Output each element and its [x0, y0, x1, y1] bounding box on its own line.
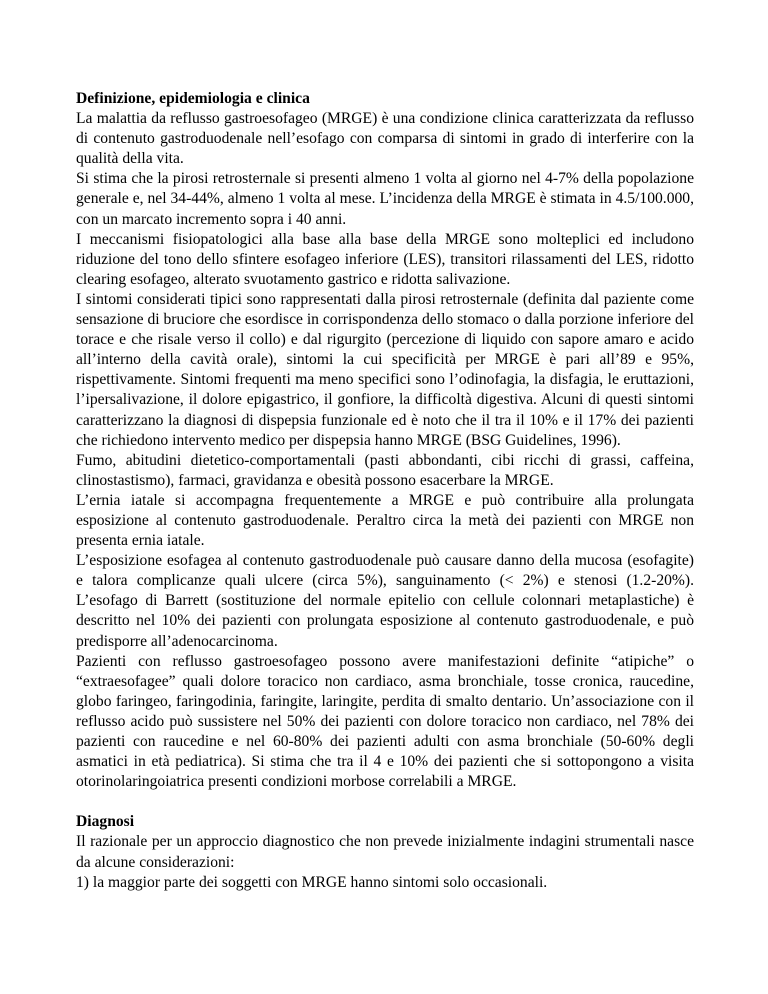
paragraph-hiatal-hernia: L’ernia iatale si accompagna frequentemente a MRGE e può contribuire alla prolungata esposizione al contenuto gastroduodenale. Peraltro circa la metà dei pazienti con MRGE non presenta ernia iatale.: [76, 491, 694, 550]
section-heading-definition: Definizione, epidemiologia e clinica: [76, 90, 310, 107]
paragraph-pathophysiology: I meccanismi fisiopatologici alla base alla base della MRGE sono molteplici ed includono riduzione del tono dello sfintere esofageo inferiore (LES), transitori rilassamenti del LES, ridotto clearing esofageo, alterato svuotamento gastrico e ridotta salivazione.: [76, 230, 694, 288]
paragraph-epidemiology: Si stima che la pirosi retrosternale si presenti almeno 1 volta al giorno nel 4-7% della popolazione generale e, nel 34-44%, almeno 1 volta al mese. L’incidenza della MRGE è stimata in 4.5/100.000, con un marcato incremento sopra i 40 anni.: [76, 170, 694, 228]
paragraph-typical-symptoms: I sintomi considerati tipici sono rappresentati dalla pirosi retrosternale (definita dal paziente come sensazione di bruciore che esordisce in corrispondenza dello stomaco o dalla porzione inferiore del torace e che risale verso il collo) e dal rigurgito (percezione di liquido con sapore amaro e acido all’interno della cavità orale), sintomi la cui specificità per MRGE è pari all’89 e 95%, rispettivamente. Sintomi frequenti ma meno specifici sono l’odinofagia, la disfagia, le eruttazioni, l’ipersalivazione, il dolore epigastrico, il gonfiore, la difficoltà digestiva. Alcuni di questi sintomi caratterizzano la diagnosi di dispepsia funzionale ed è noto che il tra il 10% e il 17% dei pazienti che richiedono intervento medico per dispepsia hanno MRGE (BSG Guidelines, 1996).: [76, 290, 694, 449]
paragraph-risk-factors: Fumo, abitudini dietetico-comportamentali (pasti abbondanti, cibi ricchi di grassi, caffeina, clinostastismo), farmaci, gravidanza e obesità possono esacerbare la MRGE.: [76, 451, 694, 489]
section-spacer: [76, 792, 694, 812]
paragraph-complications: L’esposizione esofagea al contenuto gastroduodenale può causare danno della mucosa (esofagite) e talora complicanze quali ulcere (circa 5%), sanguinamento (< 2%) e stenosi (1.2-20%). L’esofago di Barrett (sostituzione del normale epitelio con cellule colonnari metaplastiche) è descritto nel 10% dei pazienti con prolungata esposizione al contenuto gastroduodenale, e può predisporre all’adenocarcinoma.: [76, 552, 694, 650]
paragraph-definition: La malattia da reflusso gastroesofageo (MRGE) è una condizione clinica caratterizzata da reflusso di contenuto gastroduodenale nell’esofago con comparsa di sintomi in grado di interferire con la qualità della vita.: [76, 110, 694, 168]
list-item: 1) la maggior parte dei soggetti con MRGE hanno sintomi solo occasionali.: [76, 873, 548, 891]
section-heading-diagnosis: Diagnosi: [76, 813, 135, 831]
paragraph-atypical-manifestations: Pazienti con reflusso gastroesofageo possono avere manifestazioni definite “atipiche” o “extraesofagee” quali dolore toracico non cardiaco, asma bronchiale, tosse cronica, raucedine, globo faringeo, faringodinia, faringite, laringite, perdita di smalto dentario. Un’associazione con il reflusso acido può sussistere nel 50% dei pazienti con dolore toracico non cardiaco, nel 78% dei pazienti con raucedine e nel 60-80% dei pazienti adulti con asma bronchiale (50-60% degli asmatici in età pediatrica). Si stima che tra il 4 e 10% dei pazienti che si sottopongono a visita otorinolaringoiatrica presenti condizioni morbose correlabili a MRGE.: [76, 652, 694, 791]
document-body: [76, 89, 694, 893]
paragraph-diagnosis-intro: Il razionale per un approccio diagnostico che non prevede inizialmente indagini strumentali nasce da alcune considerazioni:: [76, 833, 694, 871]
